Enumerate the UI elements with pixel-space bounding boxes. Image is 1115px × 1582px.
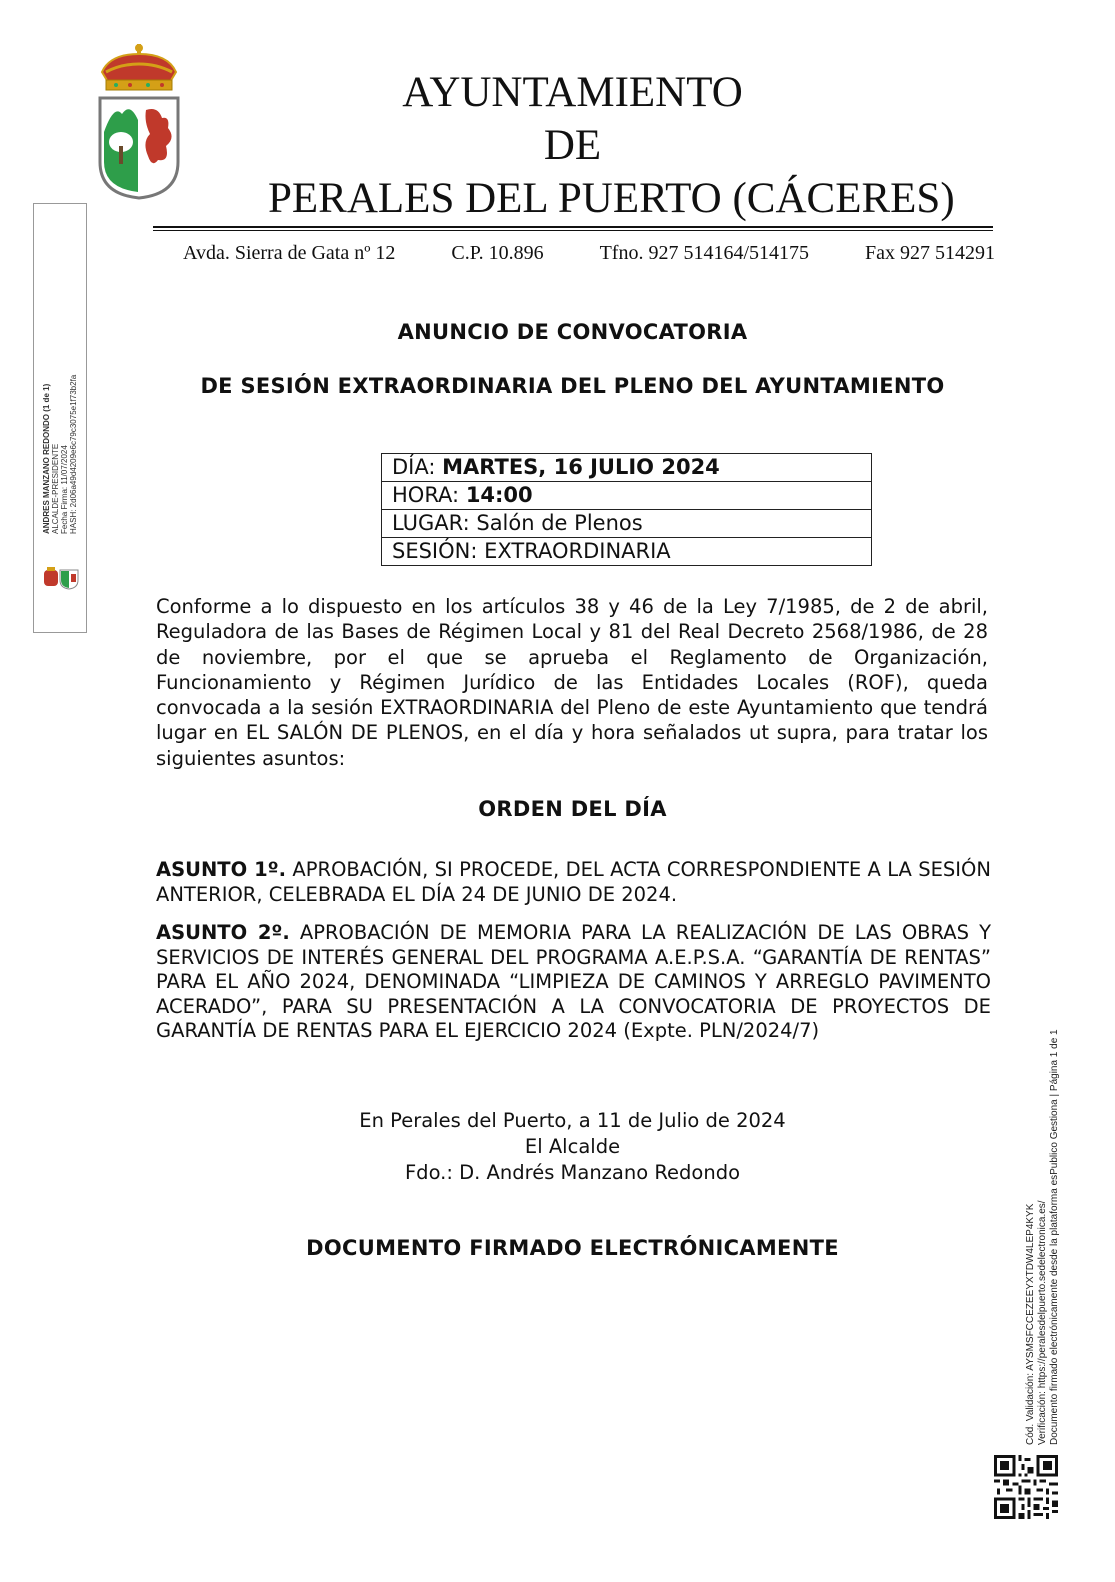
info-row-sesion xyxy=(382,538,872,566)
asunto-item xyxy=(156,921,991,1044)
qr-code-icon xyxy=(994,1455,1058,1519)
asunto-label: ASUNTO 1º. xyxy=(156,858,287,881)
signature-role: El Alcalde xyxy=(524,1135,621,1158)
asunto-label: ASUNTO 2º. xyxy=(156,921,290,944)
dia-value: MARTES, 16 JULIO 2024 xyxy=(442,455,720,479)
electronic-signature-note: DOCUMENTO FIRMADO ELECTRÓNICAMENTE xyxy=(306,1236,839,1260)
header-municipality: PERALES DEL PUERTO (CÁCERES) xyxy=(268,175,955,222)
signature-stamp xyxy=(33,203,87,633)
dia-label: DÍA: xyxy=(392,455,443,479)
stamp-role: ALCALDE-PRESIDENTE xyxy=(51,443,60,534)
info-row-lugar xyxy=(382,510,872,538)
info-row-hora xyxy=(382,482,872,510)
signature-name: Fdo.: D. Andrés Manzano Redondo xyxy=(404,1161,741,1184)
asunto-item xyxy=(156,858,991,907)
validation-text xyxy=(1025,1029,1061,1445)
fax: Fax 927 514291 xyxy=(864,242,995,264)
validation-url[interactable]: Verificación: https://peralesdelpuerto.sedelectronica.es/ xyxy=(1037,1200,1048,1445)
title-sesion: DE SESIÓN EXTRAORDINARIA DEL PLENO DEL AYUNTAMIENTO xyxy=(200,374,945,398)
validation-code: Cód. Validación: AYSMSFCCEZEEYXTDW4LEP4KYK xyxy=(1025,1203,1036,1445)
header-de: DE xyxy=(543,122,602,169)
hora-label: HORA: xyxy=(392,483,466,507)
header-rule-thin xyxy=(153,230,993,231)
header-rule xyxy=(153,226,993,228)
orden-del-dia-title: ORDEN DEL DÍA xyxy=(478,797,667,821)
session-info-table xyxy=(381,453,872,566)
lugar-value: LUGAR: Salón de Plenos xyxy=(382,510,872,538)
stamp-signer: ANDRES MANZANO REDONDO (1 de 1) xyxy=(42,383,51,534)
signature-place-date: En Perales del Puerto, a 11 de Julio de 2024 xyxy=(359,1109,786,1132)
address: Avda. Sierra de Gata nº 12 xyxy=(183,242,396,264)
stamp-text xyxy=(42,375,78,534)
info-row-dia xyxy=(382,454,872,482)
stamp-coat-icon xyxy=(42,566,80,590)
validation-platform: Documento firmado electrónicamente desde la plataforma esPublico Gestiona | Página 1 de 1 xyxy=(1049,1029,1060,1445)
asunto-text: APROBACIÓN DE MEMORIA PARA LA REALIZACIÓN DE LAS OBRAS Y SERVICIOS DE INTERÉS GENERAL DEL PROGRAMA A.E.P.S.A. “GARANTÍA DE RENTAS” PARA EL AÑO 2024, DENOMINADA “LIMPIEZA DE CAMINOS Y ARREGLO PAVIMENTO ACERADO”, PARA SU PRESENTACIÓN A LA CONVOCATORIA DE PROYECTOS DE GARANTÍA DE RENTAS PARA EL EJERCICIO 2024 (Expte. PLN/2024/7) xyxy=(156,921,992,1042)
body-paragraph: Conforme a lo dispuesto en los artículos 38 y 46 de la Ley 7/1985, de 2 de abril, Reguladora de las Bases de Régimen Local y 81 del Real Decreto 2568/1986, de 28 de noviembre, por el que se aprueba el Reglamento de Organización, Funcionamiento y Régimen Jurídico de las Entidades Locales (ROF), queda convocada a la sesión EXTRAORDINARIA del Pleno de este Ayuntamiento que tendrá lugar en EL SALÓN DE PLENOS, en el día y hora señalados ut supra, para tratar los siguientes asuntos: xyxy=(156,595,988,770)
asunto-text: APROBACIÓN, SI PROCEDE, DEL ACTA CORRESPONDIENTE A LA SESIÓN ANTERIOR, CELEBRADA EL DÍA 24 DE JUNIO DE 2024. xyxy=(156,858,991,906)
stamp-hash: HASH: 2d06a49d4209e6c79c3075e1f73b2fa xyxy=(69,374,78,534)
header-ayuntamiento: AYUNTAMIENTO xyxy=(402,69,743,116)
postal-code: C.P. 10.896 xyxy=(451,242,544,264)
hora-value: 14:00 xyxy=(465,483,533,507)
phone: Tfno. 927 514164/514175 xyxy=(599,242,810,264)
header-address-line xyxy=(183,242,995,265)
sesion-value: SESIÓN: EXTRAORDINARIA xyxy=(382,538,872,566)
title-anuncio: ANUNCIO DE CONVOCATORIA xyxy=(397,320,748,344)
stamp-date: Fecha Firma: 11/07/2024 xyxy=(60,445,69,534)
